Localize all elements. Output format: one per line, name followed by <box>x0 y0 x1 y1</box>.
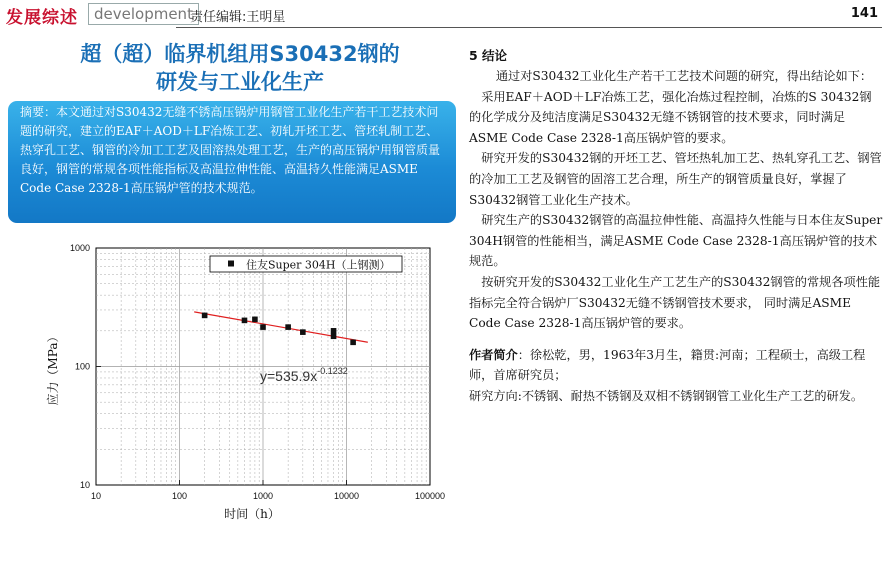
abstract-text: 摘要：本文通过对S30432无缝不锈高压锅炉用钢管工业化生产若干工艺技术问题的研究，建立的EAF＋AOD＋LF冶炼工艺、初轧开坯工艺、管坯轧制工艺、热穿孔工艺、钢管的冷加工工艺及固溶热处理工艺，生产的高压锅炉用钢管质量良好，钢管的常规各项性能指标及高温拉伸性能、高温持久性能满足ASME Code Case 2328-1高压锅炉管的技术规范。 <box>20 105 441 195</box>
author-bio <box>469 345 883 386</box>
data-point <box>331 328 337 334</box>
article-title-line-2: 研发与工业化生产 <box>156 70 324 94</box>
conclusion-paragraph-5: 按研究开发的S30432工业化生产工艺生产的S30432钢管的常规各项性能指标完全符合锅炉厂S30432无缝不锈钢管技术要求， 同时满足ASME Code Case 2328-1高压锅炉管的要求。 <box>469 274 881 331</box>
legend-label: 住友Super 304H（上钢测） <box>246 258 391 272</box>
journal-section-brand-en: development <box>88 3 199 25</box>
page-header <box>0 0 888 32</box>
right-column <box>469 46 883 407</box>
data-point <box>350 340 356 346</box>
abstract-box <box>8 101 456 223</box>
y-tick-label: 10 <box>79 480 90 490</box>
legend-marker <box>228 261 234 267</box>
data-point <box>260 324 266 330</box>
journal-section-brand: 发展综述 <box>6 8 78 28</box>
data-point <box>300 329 306 335</box>
x-tick-label: 100 <box>171 491 188 501</box>
x-tick-label: 10000 <box>333 491 360 501</box>
x-axis-label: 时间（h） <box>224 507 280 521</box>
section-gap <box>469 334 883 345</box>
data-point <box>331 333 337 339</box>
x-tick-label: 100000 <box>414 491 446 501</box>
data-point <box>252 317 258 323</box>
chart-svg <box>40 240 446 525</box>
y-tick-label: 1000 <box>69 243 90 253</box>
conclusion-paragraph-2: 采用EAF＋AOD＋LF冶炼工艺，强化冶炼过程控制，冶炼的S 30432钢的化学成分及纯洁度满足S30432无缝不锈钢管的技术要求，同时满足ASME Code Case 2328-1高压锅炉管的要求。 <box>469 89 872 145</box>
y-axis-label: 应力（MPa） <box>46 330 60 406</box>
page-number: 141 <box>850 6 878 21</box>
legend <box>210 256 402 272</box>
data-point <box>242 318 248 324</box>
y-tick-label: 100 <box>74 361 90 372</box>
conclusion-paragraph-3: 研究开发的S30432钢的开坯工艺、管坯热轧加工艺、热轧穿孔工艺、钢管的冷加工工艺及钢管的固溶工艺合理，所生产的钢管质量良好，掌握了S30432钢管工业化生产技术。 <box>469 151 882 207</box>
fit-equation-base: y=535.9x <box>260 368 318 384</box>
author-bio-text: ：徐松乾，男，1963年3月生，籍贯:河南；工程硕士，高级工程师，首席研究员； <box>469 347 866 383</box>
creep-rupture-chart <box>40 240 446 525</box>
data-point <box>285 324 291 330</box>
article-title-line-1: 超（超）临界机组用S30432钢的 <box>80 42 400 66</box>
fit-equation-exponent: -0.1232 <box>317 366 348 376</box>
x-tick-label: 10 <box>90 491 102 501</box>
author-bio-label: 作者简介 <box>469 347 518 362</box>
article-title <box>20 40 460 96</box>
conclusion-paragraph-4: 研究生产的S30432钢管的高温拉伸性能、高温持久性能与日本住友Super 304H钢管的性能相当，满足ASME Code Case 2328-1高压锅炉管的技术规范。 <box>469 213 883 269</box>
conclusion-paragraph-1: 通过对S30432工业化生产若干工艺技术问题的研究，得出结论如下： <box>495 69 873 83</box>
x-tick-label: 1000 <box>252 491 274 501</box>
data-point <box>202 313 208 319</box>
author-research-direction: 研究方向:不锈钢、耐热不锈钢及双相不锈钢钢管工业化生产工艺的研发。 <box>469 388 864 403</box>
header-divider <box>176 27 882 28</box>
conclusion-heading: 5 结论 <box>469 48 508 63</box>
responsible-editor: 责任编辑:王明星 <box>190 10 286 25</box>
